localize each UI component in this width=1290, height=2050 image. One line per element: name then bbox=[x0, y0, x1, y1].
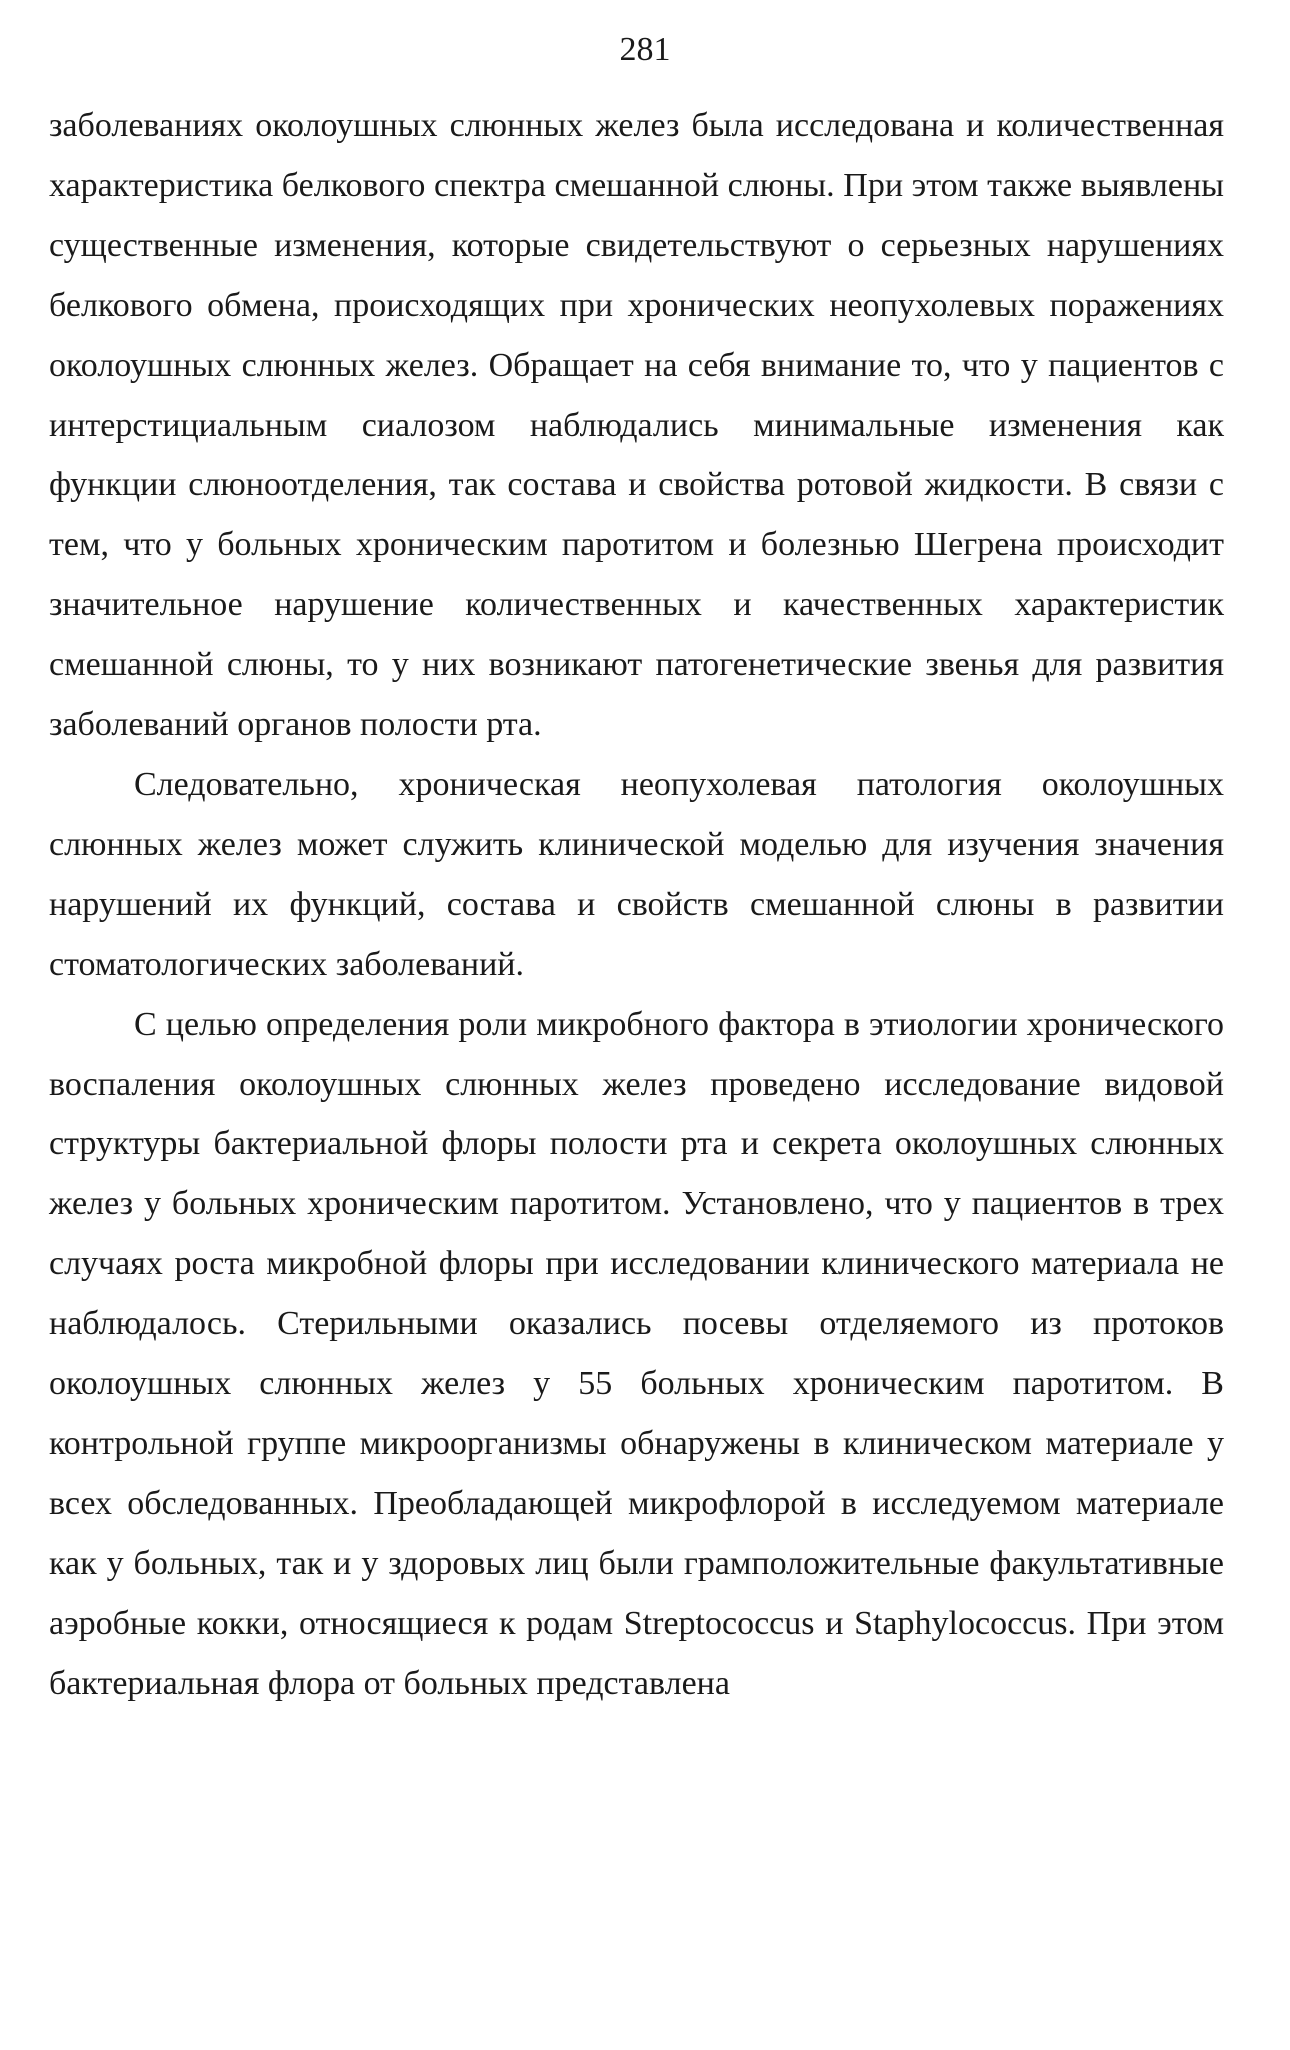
paragraph-conclusion: Следовательно, хроническая неопухолевая патология околоушных слюнных желез может служить клинической моделью для изучения значения нарушений их функций, состава и свойств смешанной слюны в развитии стоматологических заболеваний. bbox=[49, 765, 1224, 983]
paragraph-continuation: заболеваниях околоушных слюнных желез была исследована и количественная характеристика белкового спектра смешанной слюны. При этом также выявлены существенные изменения, которые свидетельствуют о серьезных нарушениях белкового обмена, происходящих при хронических неопухолевых поражениях околоушных слюнных желез. Обращает на себя внимание то, что у пациентов с интерстициальным сиалозом наблюдались минимальные изменения как функции слюноотделения, так состава и свойства ротовой жидкости. В связи с тем, что у больных хроническим паротитом и болезнью Шегрена происходит значительное нарушение количественных и качественных характеристик смешанной слюны, то у них возникают патогенетические звенья для развития заболеваний органов полости рта. bbox=[49, 107, 1224, 744]
body-text bbox=[49, 96, 1224, 1713]
page-number: 281 bbox=[619, 31, 671, 68]
paragraph-microbial-study: С целью определения роли микробного фактора в этиологии хронического воспаления околоушных слюнных желез проведено исследование видовой структуры бактериальной флоры полости рта и секрета околоушных слюнных желез у больных хроническим паротитом. Установлено, что у пациентов в трех случаях роста микробной флоры при исследовании клинического материала не наблюдалось. Стерильными оказались посевы отделяемого из протоков околоушных слюнных желез у 55 больных хроническим паротитом. В контрольной группе микроорганизмы обнаружены в клиническом материале у всех обследованных. Преобладающей микрофлорой в исследуемом материале как у больных, так и у здоровых лиц были грамположительные факультативные аэробные кокки, относящиеся к родам Streptococcus и Staphylococcus. При этом бактериальная флора от больных представлена bbox=[49, 1005, 1224, 1702]
